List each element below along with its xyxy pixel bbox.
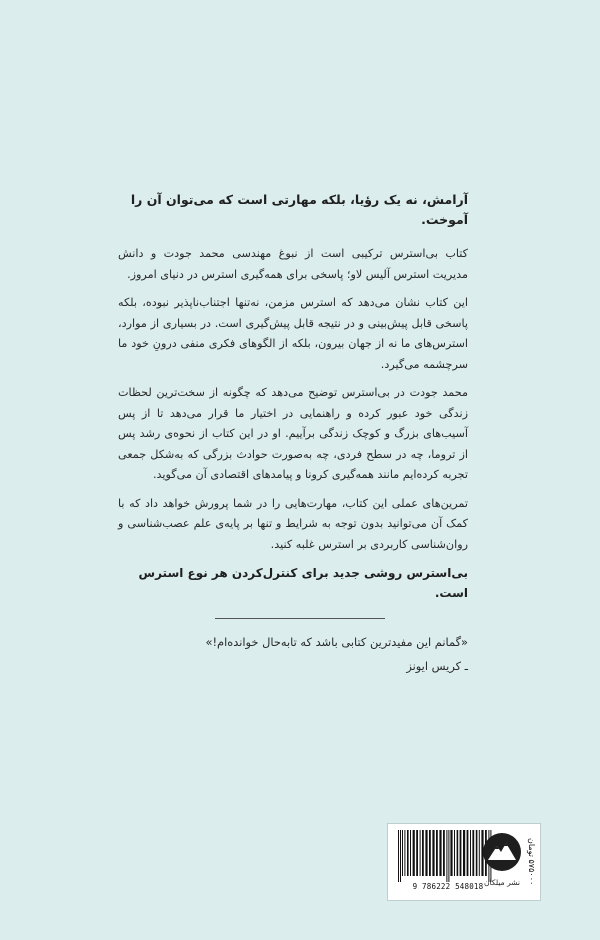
barcode-bar xyxy=(467,830,469,876)
barcode-bar xyxy=(439,830,441,876)
barcode-bar xyxy=(479,830,480,876)
barcode-bar xyxy=(429,830,431,876)
isbn-number: 9 786222 548018 xyxy=(412,882,484,891)
barcode-bar xyxy=(448,830,449,882)
divider xyxy=(215,618,385,619)
barcode-bar xyxy=(470,830,471,876)
barcode-bar xyxy=(402,830,403,876)
price-label: ۵۷۵۰۰۰ تومان xyxy=(527,838,536,886)
paragraph-3: محمد جودت در بی‌استرس توضیح می‌دهد که چگونه از سخت‌ترین لحظات زندگی خود عبور کرده و راهنمایی در اختیار ما قرار می‌دهد تا از پس آسیب‌های بزرگ و کوچک زندگی برآییم. او در این کتاب از نحوه‌ی رشد پس از تروما، چه در سطح فردی، چه به‌صورت حوادث بزرگی که به‌شکل جمعی تجربه کرده‌ایم مانند همه‌گیری کرونا و پیامدهای اقتصادی آن می‌گوید. xyxy=(118,386,468,481)
barcode-bar xyxy=(446,830,447,882)
mountain-logo-icon xyxy=(482,826,522,878)
barcode-bar xyxy=(398,830,399,882)
barcode-bar xyxy=(413,830,415,876)
barcode-bar xyxy=(416,830,418,876)
barcode-bar xyxy=(476,830,478,876)
barcode-bar xyxy=(420,830,421,876)
barcode-bar xyxy=(436,830,438,876)
endorsement xyxy=(150,632,468,676)
publisher-logo xyxy=(482,826,522,898)
barcode-bar xyxy=(410,830,411,876)
barcode-bar xyxy=(400,830,401,882)
tagline: آرامش، نه یک رؤیا، بلکه مهارتی است که می‌توان آن را آموخت. xyxy=(130,192,468,227)
barcode-bar xyxy=(407,830,409,876)
paragraph-2: این کتاب نشان می‌دهد که استرس مزمن، نه‌تنها اجتناب‌ناپذیر نبوده، بلکه پاسخی قابل پیش‌بینی و در نتیجه قابل پیش‌گیری است. در بسیاری از موارد، استرس‌های ما نه از جهان بیرون، بلکه از الگوهای فکری منفی درونِ خود ما سرچشمه می‌گیرد. xyxy=(118,296,468,371)
quote-text: «گمانم این مفیدترین کتابی باشد که تابه‌حال خوانده‌ام!» xyxy=(205,635,468,649)
barcode-bar xyxy=(422,830,424,876)
barcode-bar xyxy=(450,830,452,876)
barcode-bar xyxy=(432,830,434,876)
barcode-bar xyxy=(425,830,427,876)
blurb xyxy=(118,190,468,603)
closing-line: بی‌استرس روشی جدید برای کنترل‌کردن هر نوع استرس است. xyxy=(138,566,468,600)
barcode-bar xyxy=(460,830,462,876)
barcode-bar xyxy=(457,830,459,876)
quote-attribution: ـ کریس ایونز xyxy=(406,659,468,673)
barcode-bar xyxy=(404,830,405,876)
barcode-bar xyxy=(463,830,465,876)
publisher-name: نشر میلکان xyxy=(484,878,520,887)
barcode-bar xyxy=(454,830,455,876)
barcode-bar xyxy=(472,830,474,876)
paragraph-4: تمرین‌های عملی این کتاب، مهارت‌هایی را در شما پرورش خواهد داد که با کمک آن می‌توانید بدون توجه به شرایط و تنها بر پایه‌ی علم عصب‌شناسی و روان‌شناسی کاربردی بر استرس غلبه کنید. xyxy=(118,496,468,551)
paragraph-1: کتاب بی‌استرس ترکیبی است از نبوغ مهندسی محمد جودت و دانش مدیریت استرس آلیس لاو؛ پاسخی برای همه‌گیری استرس در دنیای امروز. xyxy=(118,247,468,281)
barcode-bar xyxy=(443,830,445,876)
